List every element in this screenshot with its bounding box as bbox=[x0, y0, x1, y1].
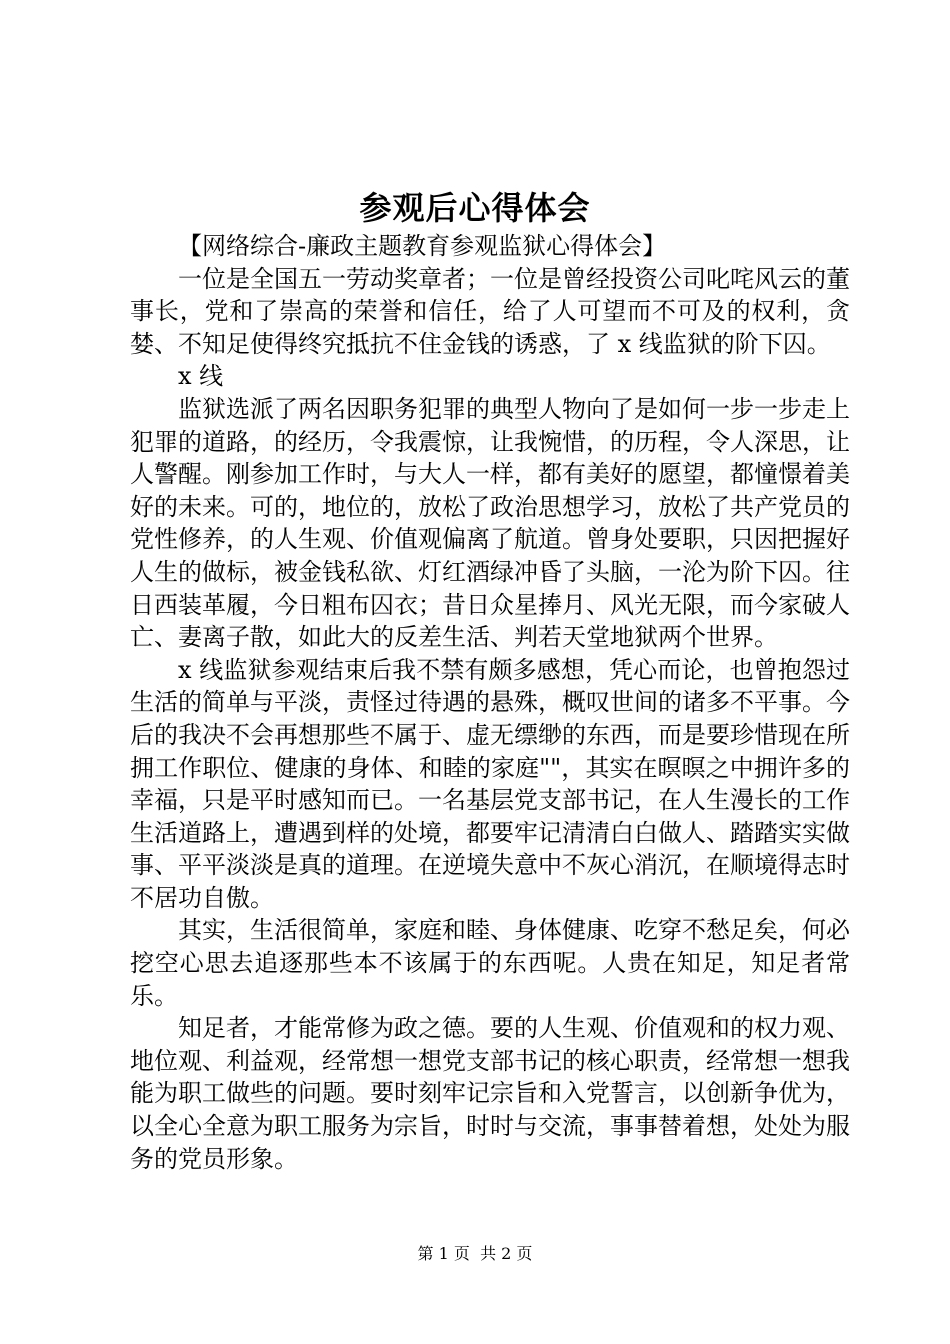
paragraph-6: 知足者，才能常修为政之德。要的人生观、价值观和的权力观、地位观、利益观，经常想一想党支部书记的核心职责，经常想一想我能为职工做些的问题。要时刻牢记宗旨和入党誓言，以创新争优为，以全心全意为职工服务为宗旨，时时与交流，事事替着想，处处为服务的党员形象。 bbox=[130, 1014, 850, 1173]
paragraph-3: 监狱选派了两名因职务犯罪的典型人物向了是如何一步一步走上犯罪的道路，的经历，令我震惊，让我惋惜，的历程，令人深思，让人警醒。刚参加工作时，与大人一样，都有美好的愿望，都憧憬着美好的未来。可的，地位的，放松了政治思想学习，放松了共产党员的党性修养，的人生观、价值观偏离了航道。曾身处要职，只因把握好人生的做标，被金钱私欲、灯红酒绿冲昏了头脑，一沦为阶下囚。往日西装革履，今日粗布囚衣；昔日众星捧月、风光无限，而今家破人亡、妻离子散，如此大的反差生活、判若天堂地狱两个世界。 bbox=[130, 394, 850, 652]
page-number-label: 第 1 页 bbox=[417, 1244, 470, 1263]
paragraph-1: 一位是全国五一劳动奖章者；一位是曾经投资公司叱咤风云的董事长，党和了崇高的荣誉和信任，给了人可望而不可及的权利，贪婪、不知足使得终究抵抗不住金钱的诱惑，了 x 线监狱的阶下囚。 bbox=[130, 264, 850, 358]
page-total-label: 共 2 页 bbox=[480, 1244, 533, 1263]
paragraph-2: x 线 bbox=[178, 362, 224, 391]
paragraph-4: x 线监狱参观结束后我不禁有颇多感想，凭心而论，也曾抱怨过生活的简单与平淡，责怪过待遇的悬殊，概叹世间的诸多不平事。今后的我决不会再想那些不属于、虚无缥缈的东西，而是要珍惜现在所拥工作职位、健康的身体、和睦的家庭""，其实在暝暝之中拥许多的幸福，只是平时感知而已。一名基层党支部书记，在人生漫长的工作生活道路上，遭遇到样的处境，都要牢记清清白白做人、踏踏实实做事、平平淡淡是真的道理。在逆境失意中不灰心消沉，在顺境得志时不居功自傲。 bbox=[130, 655, 850, 912]
paragraph-5: 其实，生活很简单，家庭和睦、身体健康、吃穿不愁足矣，何必挖空心思去追逐那些本不该属于的东西呢。人贵在知足，知足者常乐。 bbox=[130, 916, 850, 1010]
footer-spacer bbox=[470, 1244, 480, 1263]
document-body bbox=[130, 230, 850, 1175]
paragraph-subtitle: 【网络综合-廉政主题教育参观监狱心得体会】 bbox=[178, 232, 667, 260]
document-title: 参观后心得体会 bbox=[359, 189, 591, 227]
page-footer bbox=[0, 1243, 950, 1265]
